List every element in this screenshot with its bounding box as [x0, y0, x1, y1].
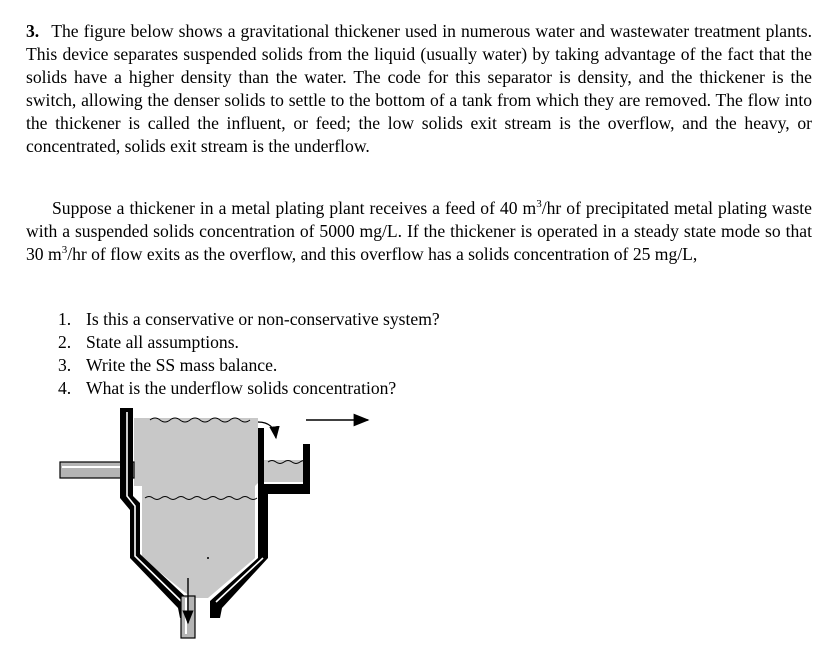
- thickener-figure: [0, 398, 420, 648]
- scenario-text-b: /hr of precipitated metal plating waste with a suspended solids concentration of 5000 mg/L. If the thickener is operated in a steady state mode so that 30 m: [26, 198, 812, 264]
- cubic-exponent-2: 3: [61, 244, 68, 256]
- weir-wall: [258, 428, 264, 486]
- question-item: 2. State all assumptions.: [58, 332, 239, 352]
- question-item: 1. Is this a conservative or non-conservative system?: [58, 309, 440, 329]
- scenario-text-a: Suppose a thickener in a metal plating plant receives a feed of 40 m: [52, 198, 537, 218]
- intro-text: The figure below shows a gravitational thickener used in numerous water and wastewater treatment plants. This device separates suspended solids from the liquid (usually water) by taking advantage of the fact that the solids have a higher density than the water. The code for this separator is density, and the thickener is the switch, allowing the denser solids to settle to the bottom of a tank from which they are removed. The flow into the thickener is called the influent, or feed; the low solids exit stream is the overflow, and the heavy, or concentrated, solids exit stream is the underflow.: [26, 21, 812, 156]
- cubic-exponent-1: 3: [536, 198, 542, 210]
- scenario-paragraph: [26, 197, 812, 266]
- question-list: [58, 308, 440, 400]
- problem-number: 3.: [26, 21, 40, 41]
- particle-dot: [207, 557, 209, 559]
- question-item: 3. Write the SS mass balance.: [58, 355, 278, 375]
- question-item: 4. What is the underflow solids concentration?: [58, 378, 397, 398]
- scenario-text-c: /hr of flow exits as the overflow, and this overflow has a solids concentration of 25 mg/L,: [67, 244, 698, 264]
- intro-paragraph: [26, 20, 812, 158]
- trough-liquid: [264, 460, 306, 482]
